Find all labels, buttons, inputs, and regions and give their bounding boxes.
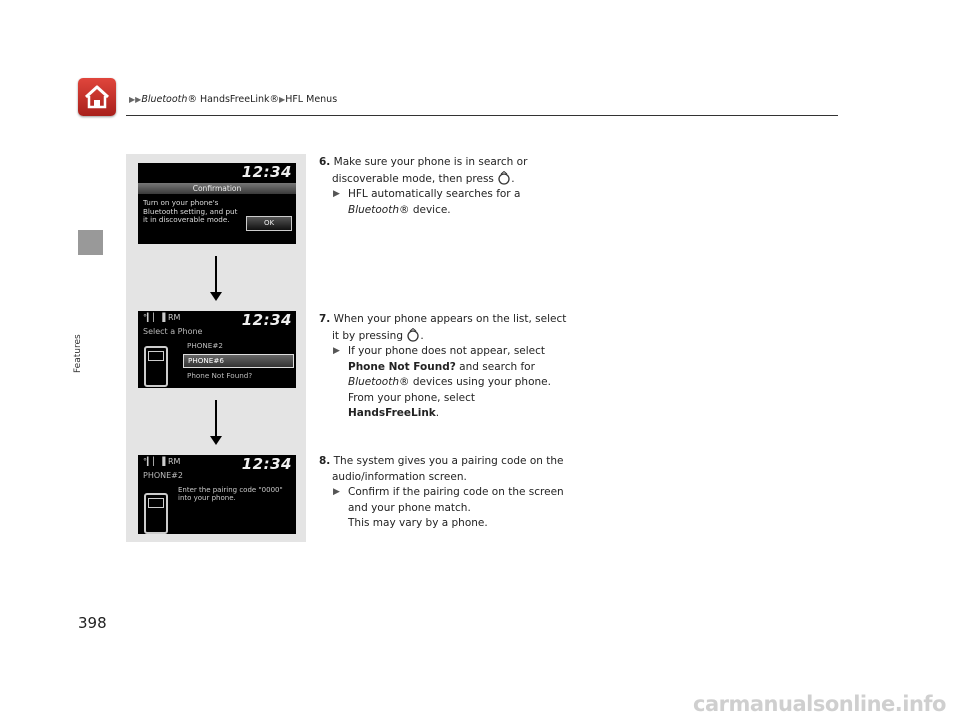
step-result: Bluetooth: [348, 376, 399, 388]
step-8: [319, 454, 569, 532]
page-number: 398: [78, 614, 107, 632]
breadcrumb-hfl[interactable]: ® HandsFreeLink®: [187, 94, 280, 105]
phone-icon: [144, 493, 168, 534]
step-result: This may vary by a phone.: [348, 517, 488, 529]
step-text: .: [511, 172, 515, 185]
step-text: When your phone appears on the list, select: [333, 313, 567, 325]
bullet-arrow-icon: ▶: [333, 189, 340, 199]
breadcrumb-arrow-icon: ▶: [279, 95, 286, 104]
clock: 12:34: [241, 163, 292, 181]
knob-icon: [406, 328, 420, 342]
step-result: From your phone, select: [348, 391, 476, 404]
knob-icon: [497, 171, 511, 185]
pairing-screen: [138, 455, 296, 534]
step-result: ® devices using your phone.: [398, 376, 551, 388]
screen-title: Select a Phone: [143, 327, 203, 336]
select-phone-screen: [138, 311, 296, 388]
clock: 12:34: [241, 455, 292, 473]
ok-button[interactable]: OK: [246, 216, 292, 231]
step-text: discoverable mode, then press: [332, 172, 494, 185]
step-text: Make sure your phone is in search or: [333, 156, 528, 168]
step-number: 6.: [319, 156, 331, 168]
breadcrumb-hfl-menus[interactable]: HFL Menus: [285, 94, 338, 105]
clock: 12:34: [241, 311, 292, 329]
step-result: Phone Not Found?: [348, 360, 456, 373]
step-text: it by pressing: [332, 329, 403, 342]
breadcrumb-bluetooth[interactable]: Bluetooth: [141, 94, 188, 105]
step-result: HFL automatically searches for a: [348, 188, 521, 200]
step-text: .: [420, 329, 424, 342]
step-result: ® device.: [398, 203, 451, 216]
step-result: and your phone match.: [348, 501, 471, 514]
bullet-arrow-icon: ▶: [333, 346, 340, 356]
phone-option-selected[interactable]: PHONE#6: [183, 354, 294, 368]
step-result: .: [435, 407, 440, 419]
header-rule: [126, 115, 838, 116]
step-6: [319, 155, 569, 218]
signal-icon: °▎▏▐ RM: [143, 313, 181, 322]
arrow-down-icon: [215, 400, 217, 442]
step-result: Bluetooth: [348, 203, 399, 216]
phone-not-found-option[interactable]: Phone Not Found?: [187, 371, 253, 380]
step-result: If your phone does not appear, select: [348, 345, 546, 357]
pairing-message: Enter the pairing code "0000" into your phone.: [178, 486, 283, 502]
breadcrumb: [129, 94, 337, 105]
screen-title: PHONE#2: [143, 471, 183, 480]
step-result: Confirm if the pairing code on the screen: [348, 486, 564, 498]
breadcrumb-arrow-icon: ▶▶: [129, 95, 142, 104]
step-text: The system gives you a pairing code on the: [333, 455, 564, 467]
signal-icon: °▎▏▐ RM: [143, 457, 181, 466]
section-tab[interactable]: [78, 230, 103, 255]
step-result: HandsFreeLink: [348, 407, 436, 419]
watermark: carmanualsonline.info: [693, 692, 946, 716]
phone-option[interactable]: PHONE#2: [187, 341, 223, 350]
home-icon: [78, 78, 116, 116]
arrow-down-icon: [215, 256, 217, 298]
home-button[interactable]: [78, 78, 116, 116]
step-7: [319, 312, 569, 422]
step-number: 7.: [319, 313, 331, 325]
bullet-arrow-icon: ▶: [333, 487, 340, 497]
section-label: Features: [73, 334, 83, 373]
step-number: 8.: [319, 455, 331, 467]
phone-icon: [144, 346, 168, 387]
step-text: audio/information screen.: [332, 470, 467, 483]
confirmation-message: Turn on your phone's Bluetooth setting, and put it in discoverable mode.: [143, 198, 238, 225]
confirmation-title: Confirmation: [138, 183, 296, 194]
step-result: and search for: [455, 360, 535, 373]
confirmation-screen: [138, 163, 296, 244]
